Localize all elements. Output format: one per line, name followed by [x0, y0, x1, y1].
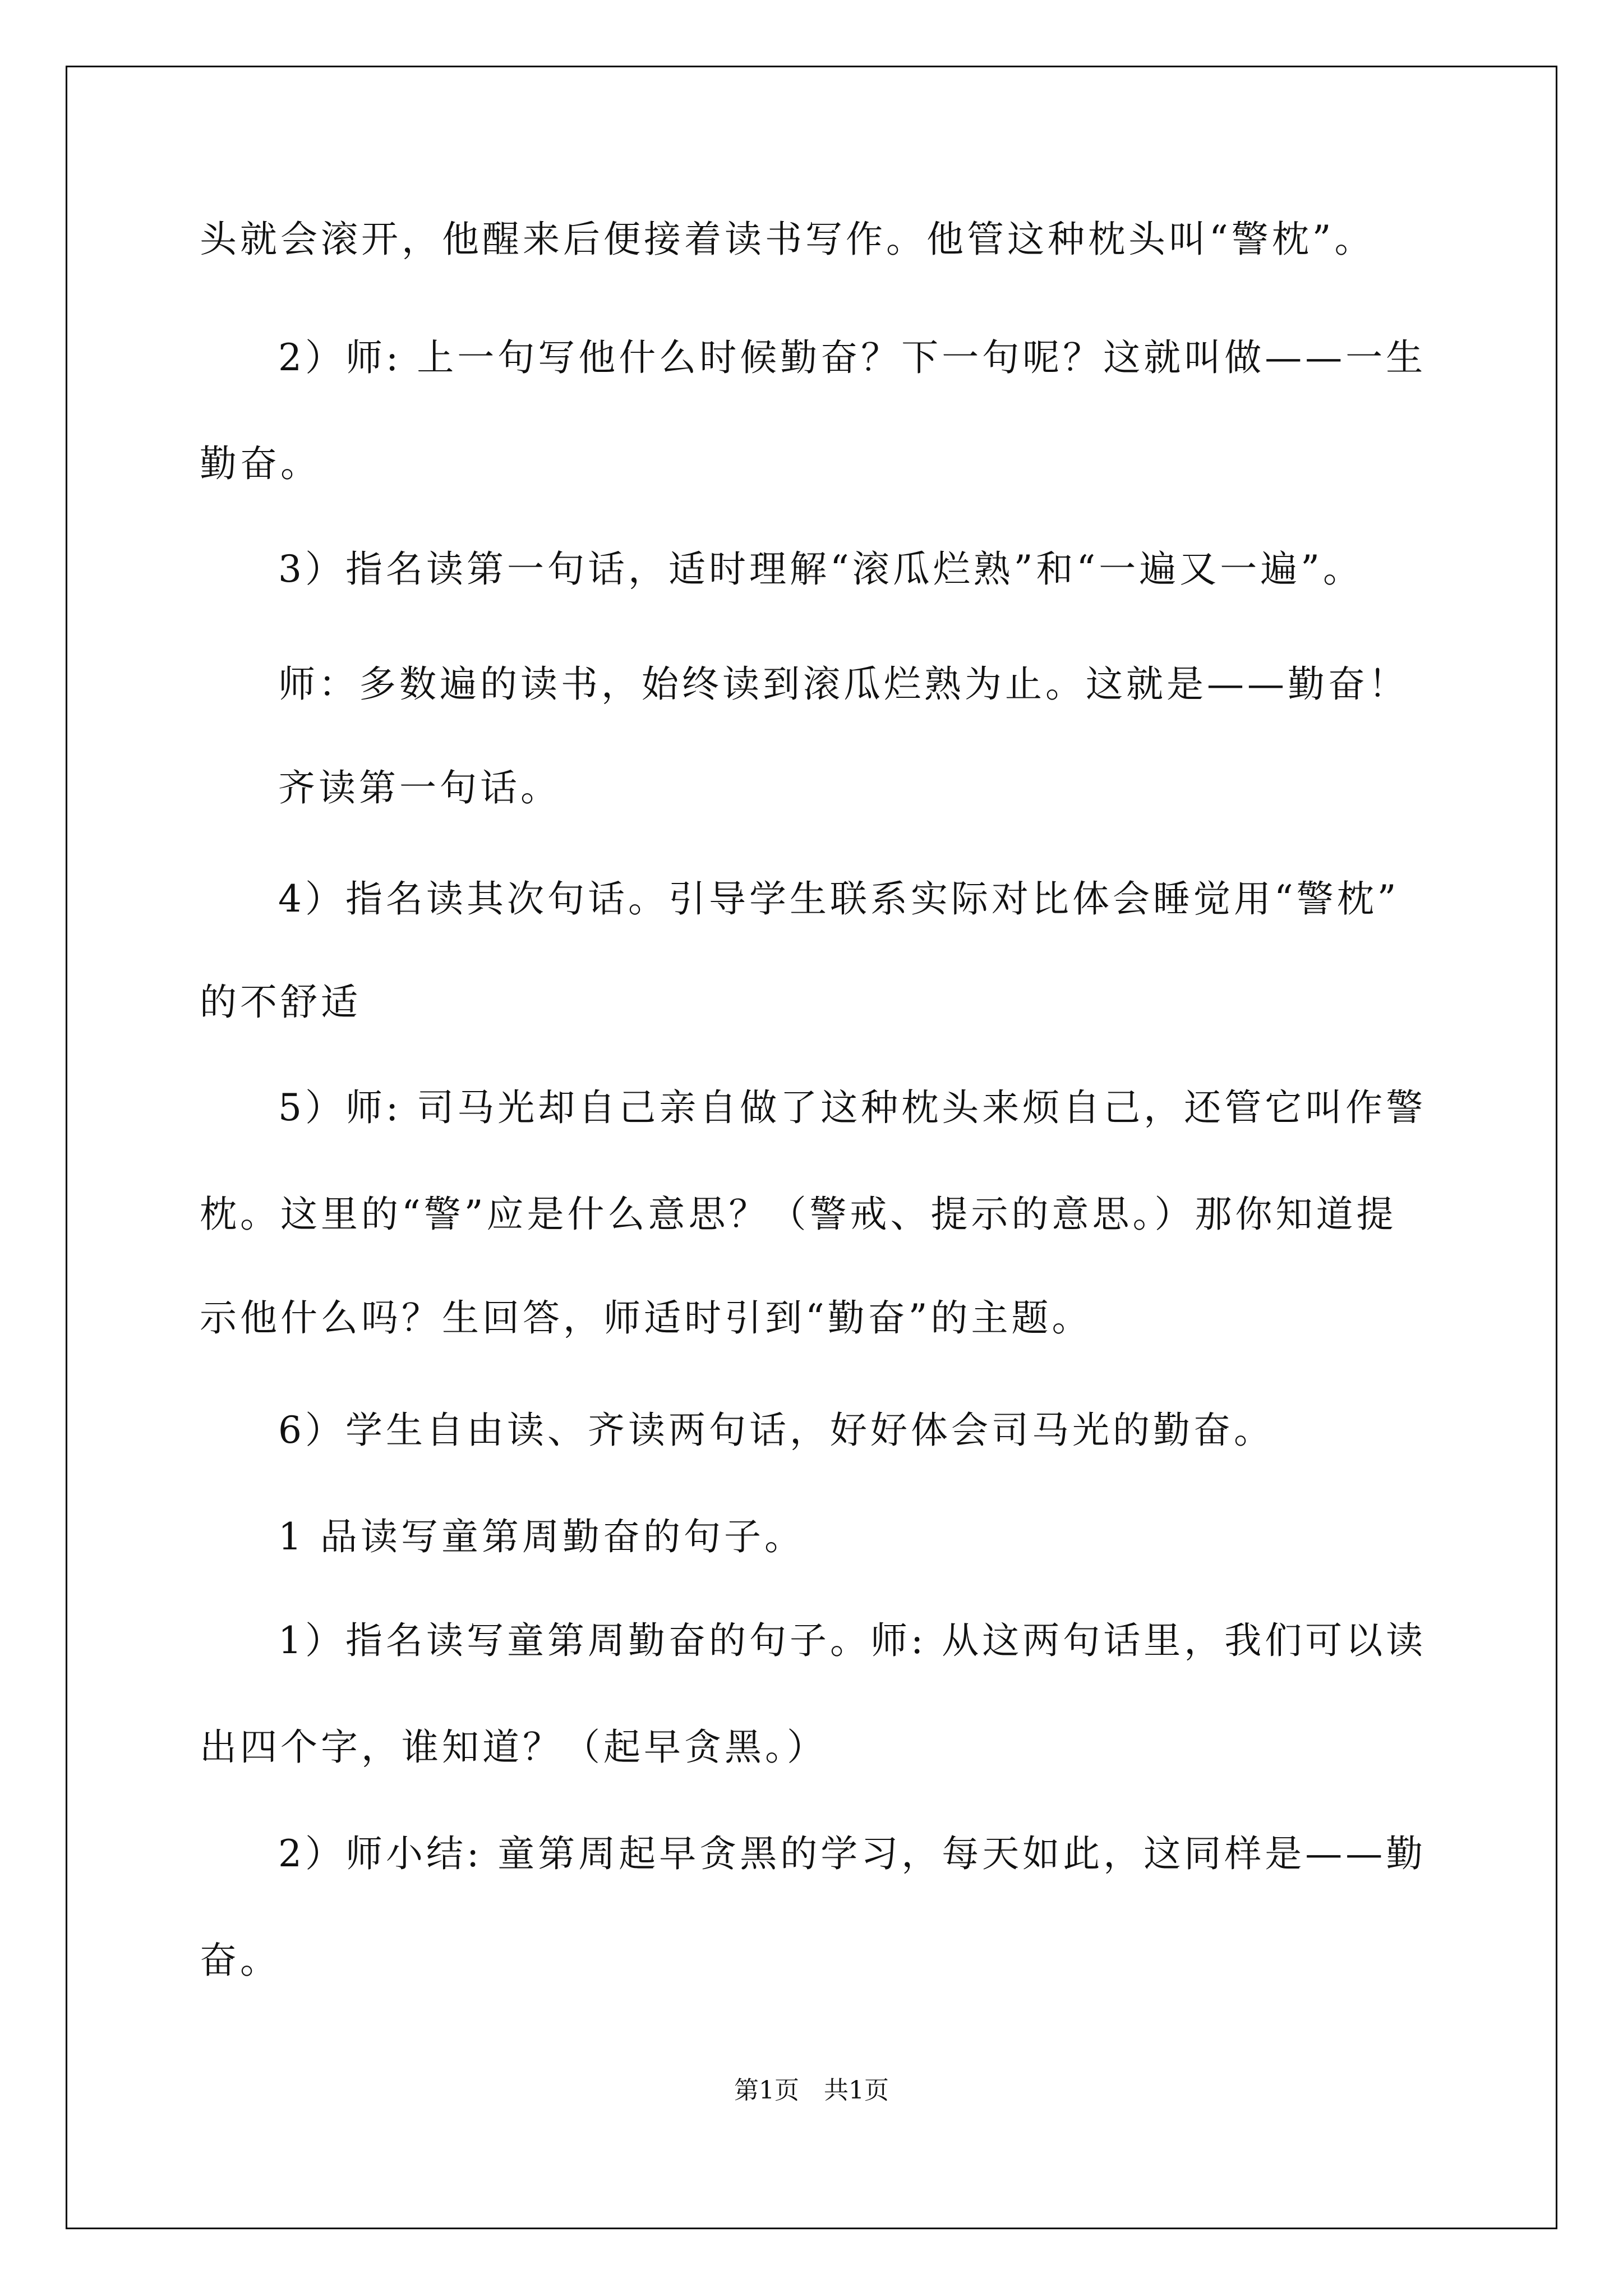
text-line-10: 枕。这里的“警”应是什么意思？（警戒、提示的意思。）那你知道提: [200, 1193, 1397, 1236]
text-line-17: 奋。: [200, 1939, 280, 1982]
text-line-11: 示他什么吗？生回答，师适时引到“勤奋”的主题。: [200, 1296, 1092, 1340]
page-footer: 第1页 共1页: [734, 2076, 889, 2105]
text-line-14: 1）指名读写童第周勤奋的句子。师: 从这两句话里，我们可以读: [278, 1619, 1427, 1662]
text-line-13: 1 品读写童第周勤奋的句子。: [278, 1515, 805, 1558]
text-line-2: 2）师: 上一句写他什么时候勤奋？下一句呢？这就叫做——一生: [278, 336, 1427, 379]
text-line-8: 的不舒适: [200, 981, 361, 1024]
text-line-4: 3）指名读第一句话，适时理解“滚瓜烂熟”和“一遍又一遍”。: [278, 547, 1363, 591]
text-line-12: 6）学生自由读、齐读两句话，好好体会司马光的勤奋。: [278, 1409, 1274, 1452]
text-line-3: 勤奋。: [200, 442, 321, 485]
text-line-6: 齐读第一句话。: [278, 766, 561, 809]
text-line-7: 4）指名读其次句话。引导学生联系实际对比体会睡觉用“警枕”: [278, 877, 1400, 921]
text-line-5: 师：多数遍的读书，始终读到滚瓜烂熟为止。这就是——勤奋！: [278, 662, 1409, 706]
text-line-16: 2）师小结: 童第周起早贪黑的学习，每天如此，这同样是——勤: [278, 1832, 1427, 1875]
text-line-1: 头就会滚开，他醒来后便接着读书写作。他管这种枕头叫“警枕”。: [200, 218, 1375, 261]
page-border: [66, 66, 1557, 2229]
text-line-9: 5）师: 司马光却自己亲自做了这种枕头来烦自己，还管它叫作警: [278, 1086, 1427, 1129]
text-line-15: 出四个字，谁知道？（起早贪黑。）: [200, 1726, 827, 1769]
